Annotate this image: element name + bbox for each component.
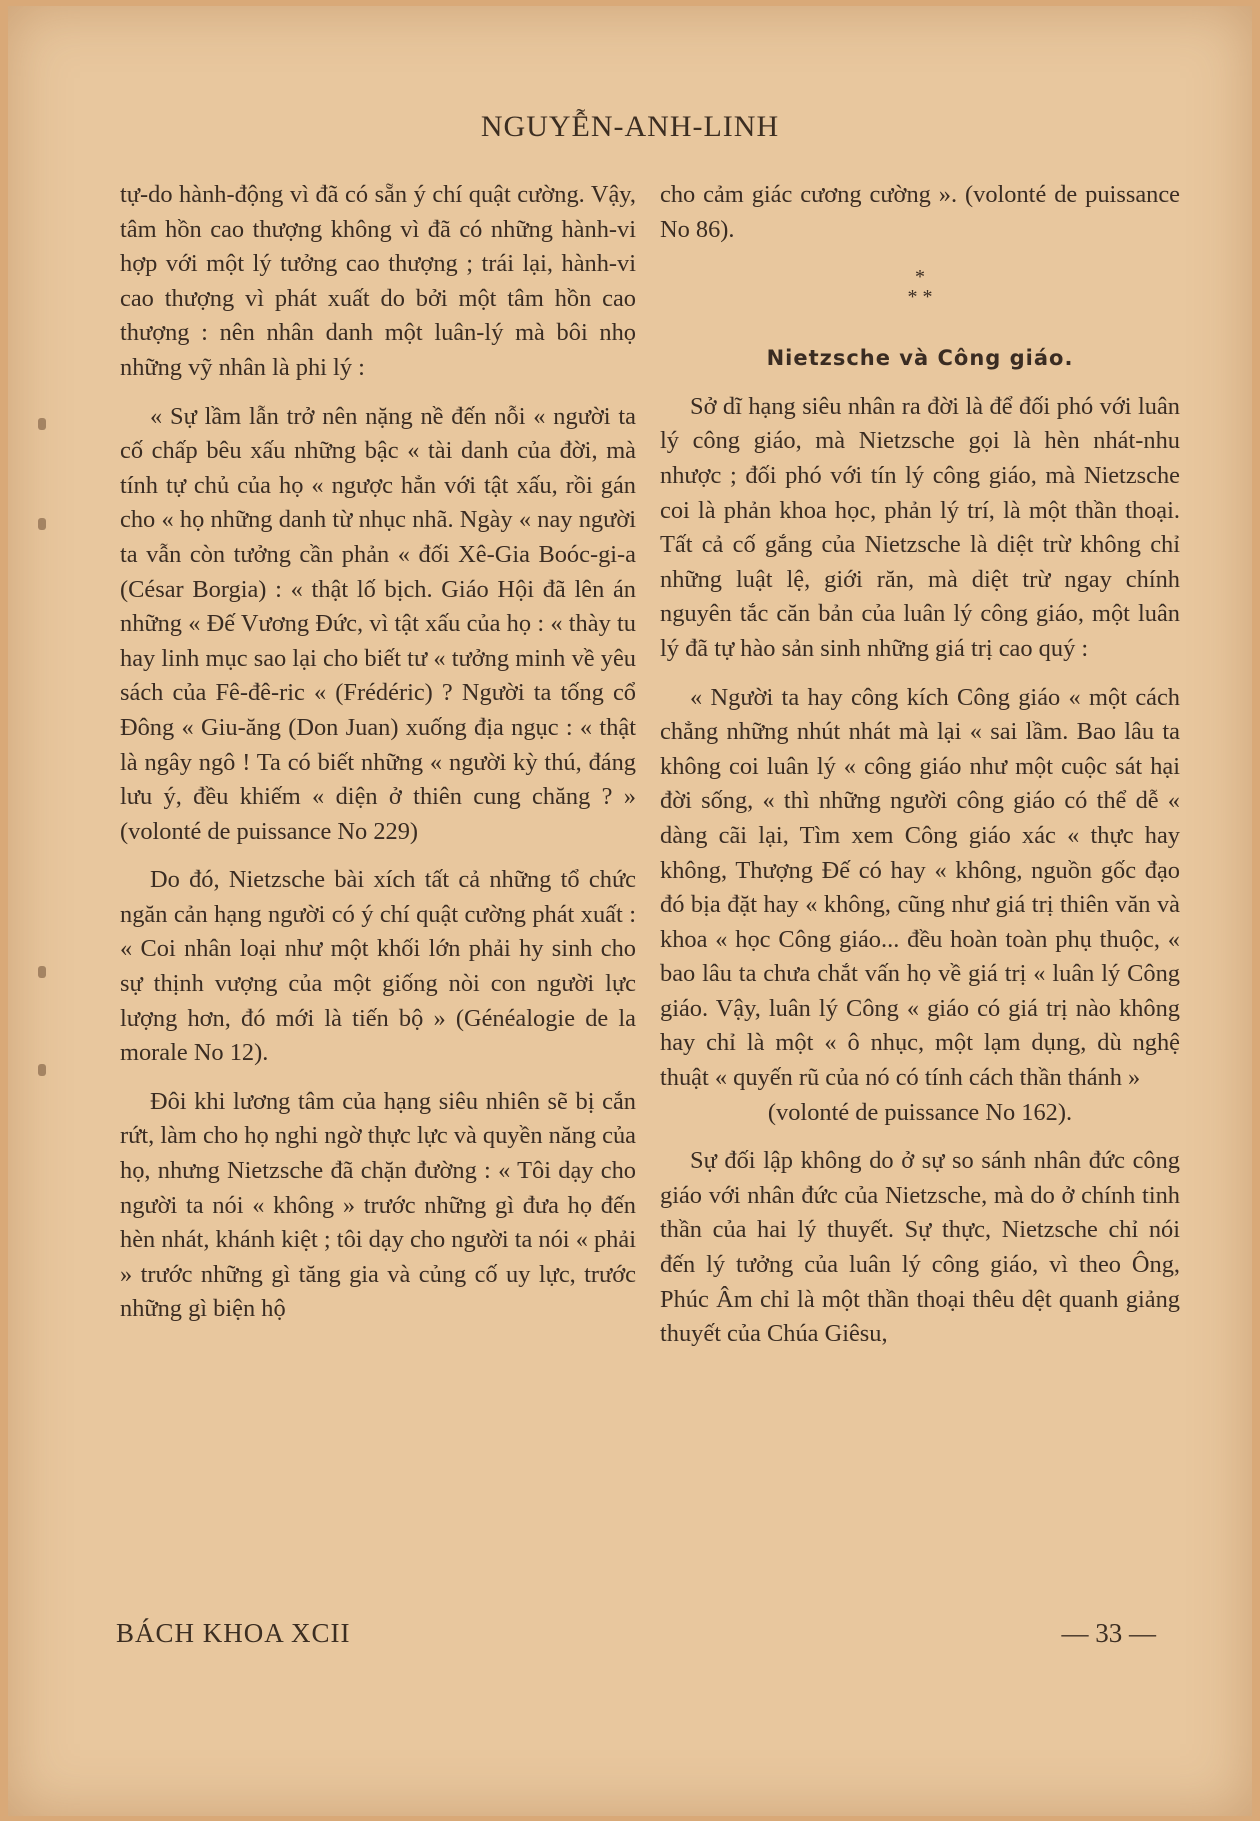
page-number: — 33 —: [1061, 1618, 1156, 1648]
page: [8, 6, 1252, 1816]
block-quote: « Người ta hay công kích Công giáo « một cách chẳng những nhút nhát mà lại « sai lầm. Bao lâu ta không coi luân lý « công giáo như một cuộc sát hại đời sống, « thì những người công giáo có thể dễ « dàng cãi lại, Tìm xem Công giáo xác « thực hay không, Thượng Đế có hay « không, nguồn gốc đạo đó bịa đặt hay « không, cũng như giá trị thiên văn và khoa « học Công giáo... đều hoàn toàn phụ thuộc, « bao lâu ta chưa chắt vấn họ về giá trị « luân lý Công giáo. Vậy, luân lý Công « giáo có giá trị nào không hay chỉ là một « ô nhục, một lạm dụng, dù nghệ thuật « quyến rũ của nó có tính cách thần thánh »: [660, 683, 1180, 1092]
right-column: [660, 178, 1180, 1352]
running-header: NGUYỄN-ANH-LINH: [480, 110, 780, 143]
asterisk-top: *: [915, 266, 925, 289]
paragraph: Sự đối lập không do ở sự so sánh nhân đức công giáo với nhân đức của Nietzsche, mà do ở chính tinh thần của hai lý thuyết. Sự thực, Nietzsche chỉ nói đến lý tưởng của luân lý công giáo, vì theo Ông, Phúc Âm chỉ là một thần thoại thêu dệt quanh giảng thuyết của Chúa Giêsu,: [660, 1147, 1180, 1348]
quote-source: (volonté de puissance No 162).: [767, 1098, 1073, 1126]
section-divider: [660, 267, 1180, 307]
section-title: Nietzsche và Công giáo.: [766, 346, 1074, 371]
margin-mark: [38, 1064, 46, 1076]
paragraph: Do đó, Nietzsche bài xích tất cả những tổ chức ngăn cản hạng người có ý chí quật cường phát xuất : « Coi nhân loại như một khối lớn phải hy sinh cho sự thịnh vượng của một giống nòi con người lực lượng hơn, đó mới là tiến bộ » (Généalogie de la morale No 12).: [120, 866, 636, 1067]
margin-mark: [38, 518, 46, 530]
left-column: [120, 178, 636, 1327]
margin-mark: [38, 418, 46, 430]
block-quote: « Sự lầm lẫn trở nên nặng nề đến nỗi « người ta cố chấp bêu xấu những bậc « tài danh của đời, mà tính tự chủ của họ « ngược hẳn với tật xấu, rồi gán cho « họ những danh từ nhục nhã. Ngày « nay người ta vẫn còn tưởng cần phản « đối Xê-Gia Boóc-gi-a (César Borgia) : « thật lố bịch. Giáo Hội đã lên án những « Đế Vương Đức, vì tật xấu của họ : « thày tu hay linh mục sao lại cho biết tư « tưởng minh về yêu sách của Fê-đê-ric « (Frédéric) ? Người ta tống cổ Đông « Giu-ăng (Don Juan) xuống địa ngục : « thật là ngây ngô ! Ta có biết những « người kỳ thú, đáng lưu ý, đều khiếm « diện ở thiên cung chăng ? » (volonté de puissance No 229): [120, 402, 636, 845]
paragraph: tự-do hành-động vì đã có sẵn ý chí quật cường. Vậy, tâm hồn cao thượng không vì đã có những hành-vi hợp với một lý tưởng cao thượng ; trái lại, hành-vi cao thượng vì phát xuất do bởi một tâm hồn cao thượng : nên nhân danh một luân-lý mà bôi nhọ những vỹ nhân là phi lý :: [120, 181, 636, 381]
margin-mark: [38, 966, 46, 978]
paragraph: cho cảm giác cương cường ». (volonté de puissance No 86).: [660, 181, 1180, 243]
asterisk-bottom: * *: [907, 286, 933, 309]
paragraph: Sở dĩ hạng siêu nhân ra đời là để đối phó với luân lý công giáo, mà Nietzsche gọi là hèn nhát-nhu nhược ; đối phó với tín lý công giáo, mà Nietzsche coi là phản khoa học, phản lý trí, là một thần thoại. Tất cả cố gắng của Nietzsche là diệt trừ không chỉ những luật lệ, giới răn, mà diệt trừ ngay chính nguyên tắc căn bản của luân lý công giáo, một luân lý đã tự hào sản sinh những giá trị cao quý :: [660, 392, 1180, 662]
publication-name: BÁCH KHOA XCII: [116, 1618, 351, 1648]
paragraph: Đôi khi lương tâm của hạng siêu nhiên sẽ bị cắn rứt, làm cho họ nghi ngờ thực lực và quyền năng của họ, nhưng Nietzsche đã chặn đường : « Tôi dạy cho người ta nói « không » trước những gì đưa họ đến hèn nhát, khánh kiệt ; tôi dạy cho người ta nói « phải » trước những gì tăng gia và củng cố uy lực, trước những gì biện hộ: [120, 1087, 636, 1323]
